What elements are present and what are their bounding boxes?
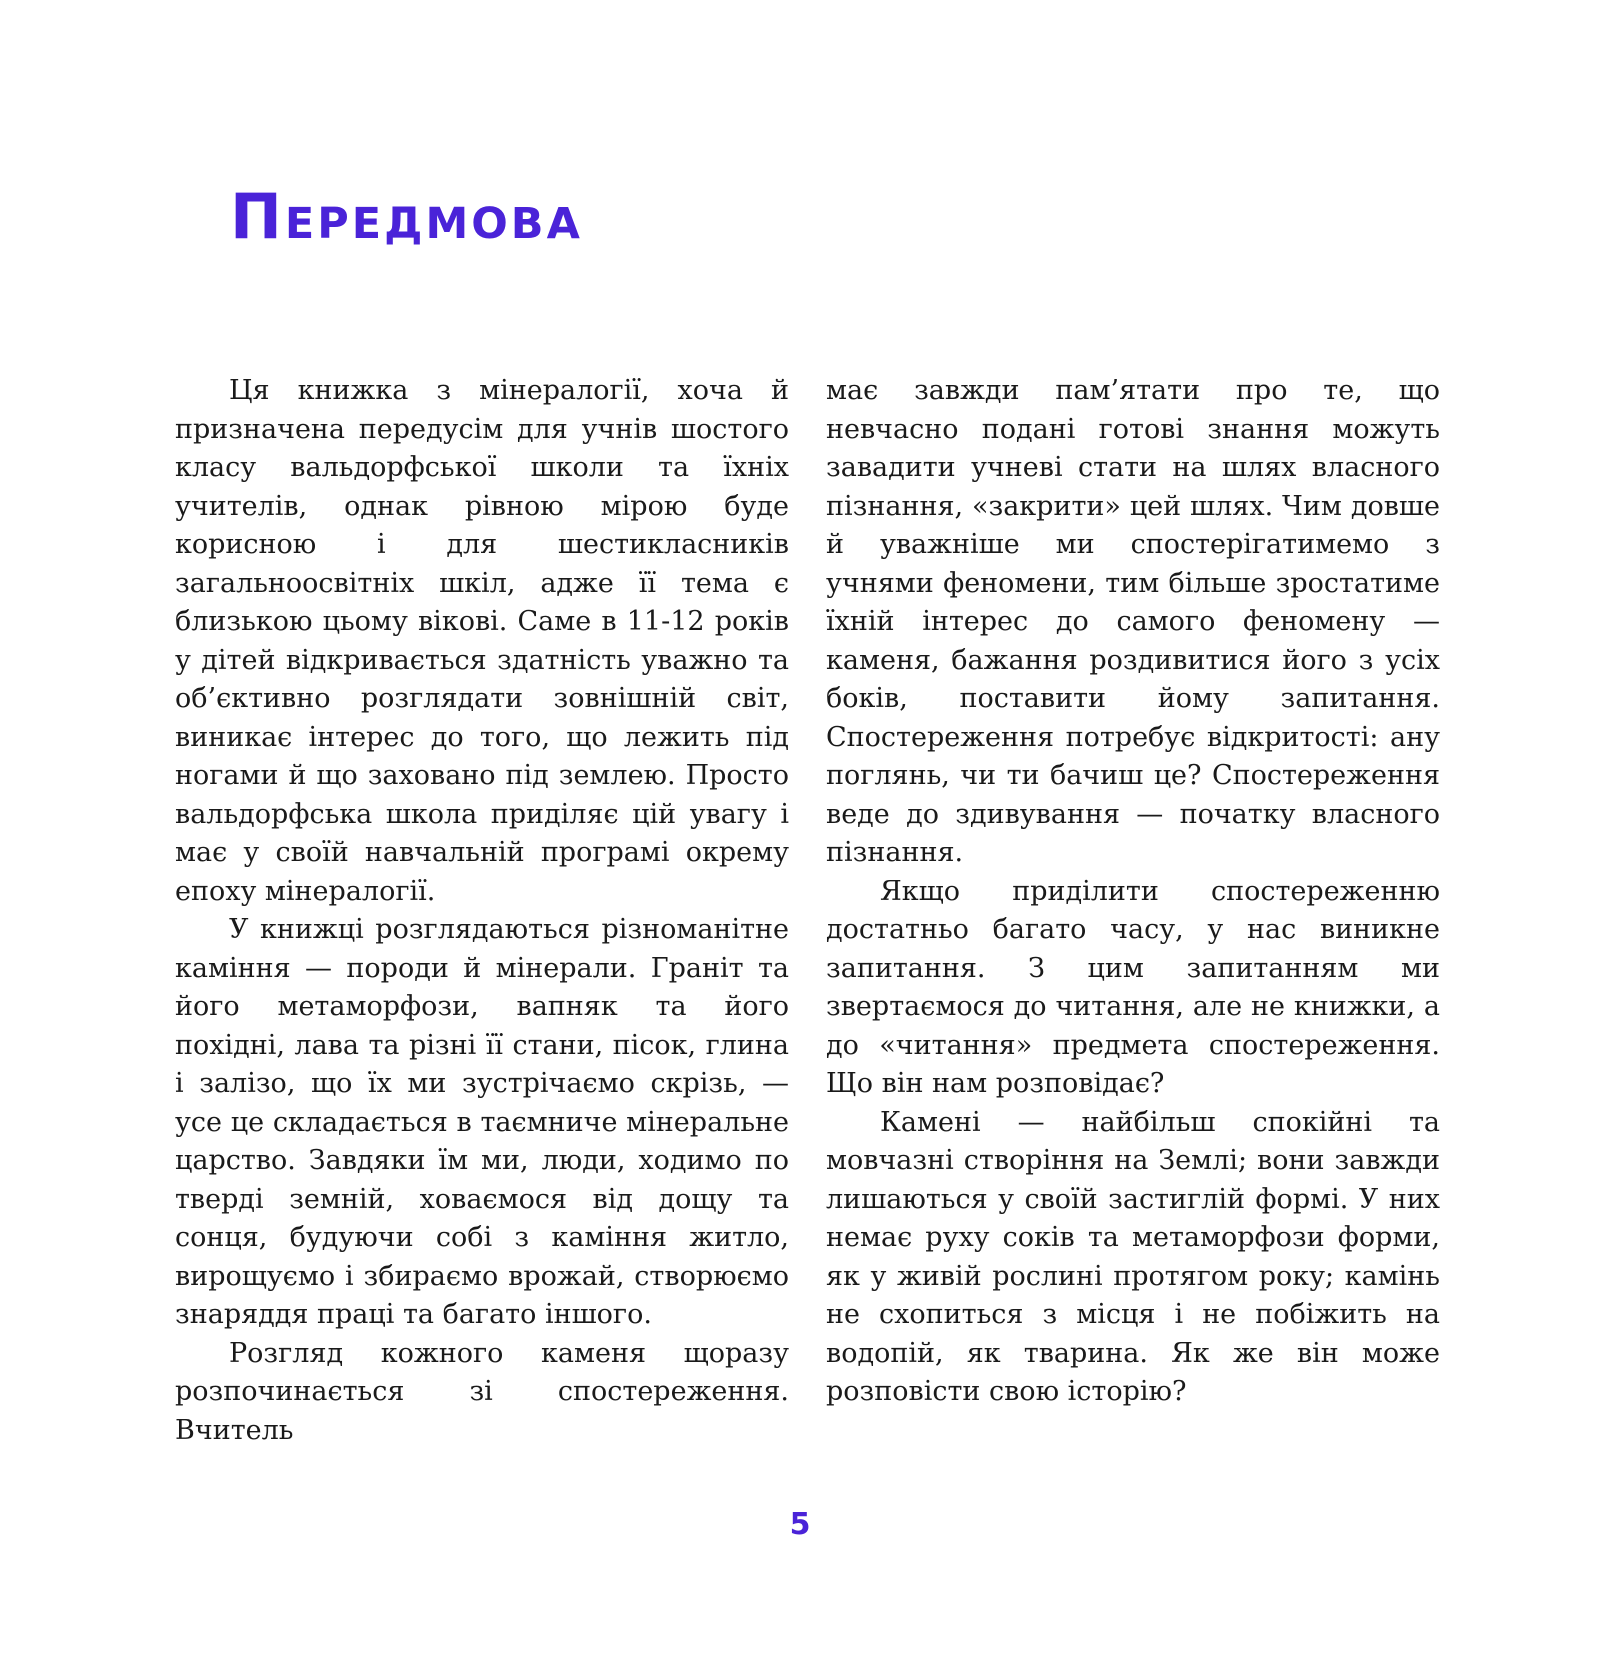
paragraph: Ця книжка з мінералогії, хоча й призначена передусім для учнів шостого класу вальдорфської школи та їхніх учителів, однак рівною мірою буде корисною і для шестикласників загальноосвітніх шкіл, адже її тема є близькою цьому вікові. Саме в 11-12 років у дітей відкривається здатність уважно та об’єктивно розглядати зовнішній світ, виникає інтерес до того, що лежить під ногами й що заховано під землею. Просто вальдорфська школа приділяє цій увагу і має у своїй навчальній програмі окрему епоху мінералогії. bbox=[175, 375, 789, 907]
paragraph: Камені — найбільш спокійні та мовчазні створіння на Землі; вони завжди лишаються у своїй застиглій формі. У них немає руху соків та метаморфози форми, як у живій рослині протягом року; камінь не схопиться з місця і не побіжить на водопій, як тварина. Як же він може розповісти свою історію? bbox=[826, 1106, 1440, 1407]
paragraph: Якщо приділити спостереженню достатньо багато часу, у нас виникне запитання. З цим запитанням ми звертаємося до читання, але не книжки, а до «читання» предмета спостереження. Що він нам розповідає? bbox=[826, 875, 1440, 1099]
paragraph-continuation: має завжди пам’ятати про те, що невчасно подані готові знання можуть завадити учневі стати на шлях власного пізнання, «закрити» цей шлях. Чим довше й уважніше ми спостерігатимемо з учнями феномени, тим більше зростатиме їхній інтерес до самого феномену — каменя, бажання роздивитися його з усіх боків, поставити йому запитання. Спостереження потребує відкритості: ану поглянь, чи ти бачиш це? Спостереження веде до здивування — початку власного пізнання. bbox=[826, 375, 1440, 868]
paragraph: У книжці розглядаються різноманітне каміння — породи й мінерали. Граніт та його метаморфози, вапняк та його похідні, лава та різні її стани, пісок, глина і залізо, що їх ми зустрічаємо скрізь, — усе це складається в таємниче мінеральне царство. Завдяки їм ми, люди, ходимо по тверді земній, ховаємося від дощу та сонця, будуючи собі з каміння житло, вирощуємо і збираємо врожай, створюємо знаряддя праці та багато іншого. bbox=[175, 914, 789, 1330]
left-text-column bbox=[175, 372, 789, 1450]
page-title: Передмова bbox=[230, 180, 583, 253]
right-text-column bbox=[826, 372, 1440, 1412]
page-number: 5 bbox=[789, 1507, 811, 1542]
paragraph: Розгляд кожного каменя щоразу розпочинається зі спостереження. Вчитель bbox=[175, 1337, 789, 1446]
